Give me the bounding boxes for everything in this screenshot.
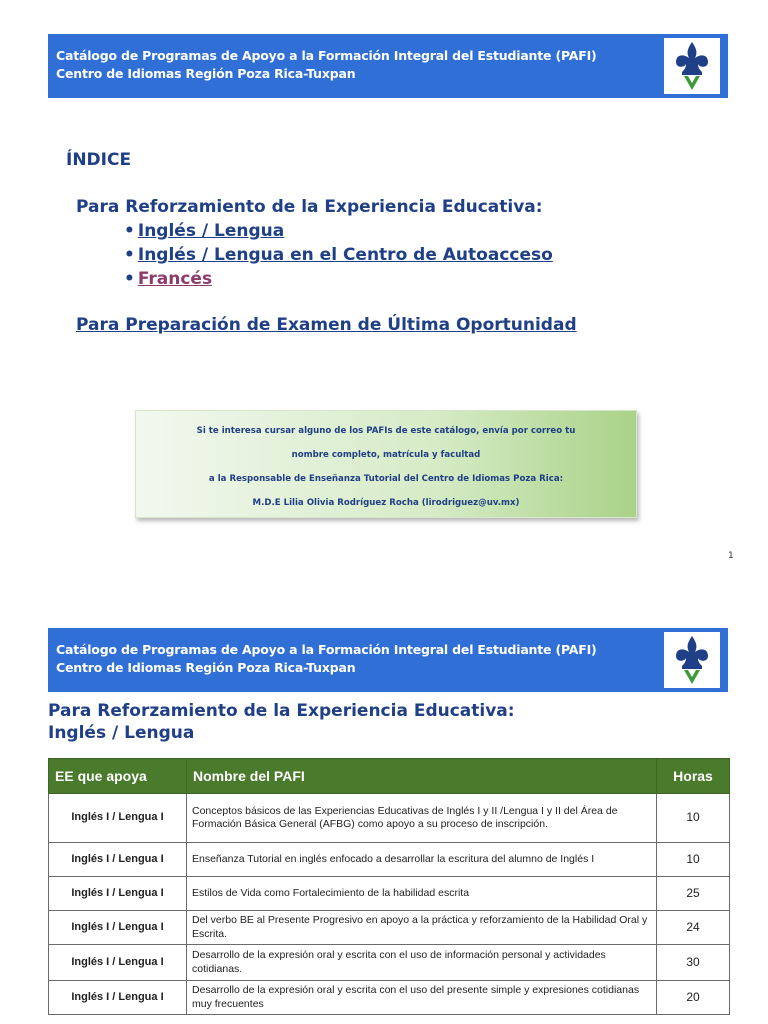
note-line: nombre completo, matrícula y facultad	[291, 450, 481, 460]
cell-ee: Inglés I / Lengua I	[49, 877, 187, 911]
col-horas: Horas	[657, 759, 730, 794]
cell-nombre: Enseñanza Tutorial en inglés enfocado a desarrollar la escritura del alumno de Inglés I	[187, 843, 657, 877]
cell-ee: Inglés I / Lengua I	[49, 945, 187, 981]
banner-subtitle: Centro de Idiomas Región Poza Rica-Tuxpan	[56, 66, 356, 81]
cell-ee: Inglés I / Lengua I	[49, 981, 187, 1015]
cell-horas: 10	[657, 794, 730, 843]
cell-horas: 20	[657, 981, 730, 1015]
header-banner	[48, 628, 728, 692]
cell-nombre: Conceptos básicos de las Experiencias Educativas de Inglés I y II /Lengua I y II del Área de Formación Básica General (AFBG) como apoyo a su proceso de inscripción.	[187, 794, 657, 843]
cell-nombre: Estilos de Vida como Fortalecimiento de la habilidad escrita	[187, 877, 657, 911]
index-item-ingles[interactable]	[124, 221, 284, 241]
uv-logo-icon	[664, 632, 720, 688]
page2-subheading: Inglés / Lengua	[48, 723, 195, 743]
cell-horas: 30	[657, 945, 730, 981]
index-item-frances[interactable]	[124, 269, 212, 289]
section-examen[interactable]	[76, 315, 577, 335]
uv-logo-icon	[664, 38, 720, 94]
note-line: Si te interesa cursar alguno de los PAFIs de este catálogo, envía por correo tu	[196, 426, 576, 436]
index-link-examen[interactable]: Para Preparación de Examen de Última Oportunidad	[76, 315, 577, 335]
index-title: ÍNDICE	[66, 150, 132, 170]
table-row	[49, 981, 730, 1015]
table-row	[49, 843, 730, 877]
index-link-frances[interactable]: Francés	[137, 269, 213, 289]
banner-subtitle: Centro de Idiomas Región Poza Rica-Tuxpan	[56, 660, 356, 675]
page2-heading: Para Reforzamiento de la Experiencia Educativa:	[48, 701, 515, 721]
header-banner	[48, 34, 728, 98]
banner-title: Catálogo de Programas de Apoyo a la Formación Integral del Estudiante (PAFI)	[56, 642, 597, 657]
table-row	[49, 911, 730, 945]
table-row	[49, 945, 730, 981]
cell-nombre: Desarrollo de la expresión oral y escrita con el uso de información personal y actividades cotidianas.	[187, 945, 657, 981]
col-ee: EE que apoya	[49, 759, 187, 794]
cell-nombre: Desarrollo de la expresión oral y escrita con el uso del presente simple y expresiones cotidianas muy frecuentes	[187, 981, 657, 1015]
cell-horas: 10	[657, 843, 730, 877]
cell-ee: Inglés I / Lengua I	[49, 843, 187, 877]
cell-horas: 25	[657, 877, 730, 911]
bullet-icon: •	[124, 245, 135, 265]
note-line-contact: M.D.E Lilia Olivia Rodríguez Rocha (lirodriguez@uv.mx)	[252, 498, 520, 508]
section-reforzamiento: Para Reforzamiento de la Experiencia Educativa:	[76, 197, 543, 217]
cell-ee: Inglés I / Lengua I	[49, 911, 187, 945]
cell-horas: 24	[657, 911, 730, 945]
note-line: a la Responsable de Enseñanza Tutorial del Centro de Idiomas Poza Rica:	[208, 474, 564, 484]
index-item-autoacceso[interactable]	[124, 245, 553, 265]
bullet-icon: •	[124, 269, 135, 289]
page-number: 1	[728, 551, 734, 561]
col-nombre: Nombre del PAFI	[187, 759, 657, 794]
table-header-row	[49, 759, 730, 794]
banner-title: Catálogo de Programas de Apoyo a la Formación Integral del Estudiante (PAFI)	[56, 48, 597, 63]
table-row	[49, 794, 730, 843]
index-link-autoacceso[interactable]: Inglés / Lengua en el Centro de Autoacceso	[137, 245, 553, 265]
index-link-ingles[interactable]: Inglés / Lengua	[137, 221, 285, 241]
table-row	[49, 877, 730, 911]
pafi-table	[48, 758, 730, 1015]
cell-ee: Inglés I / Lengua I	[49, 794, 187, 843]
contact-note	[135, 410, 637, 518]
cell-nombre: Del verbo BE al Presente Progresivo en apoyo a la práctica y reforzamiento de la Habilidad Oral y Escrita.	[187, 911, 657, 945]
bullet-icon: •	[124, 221, 135, 241]
